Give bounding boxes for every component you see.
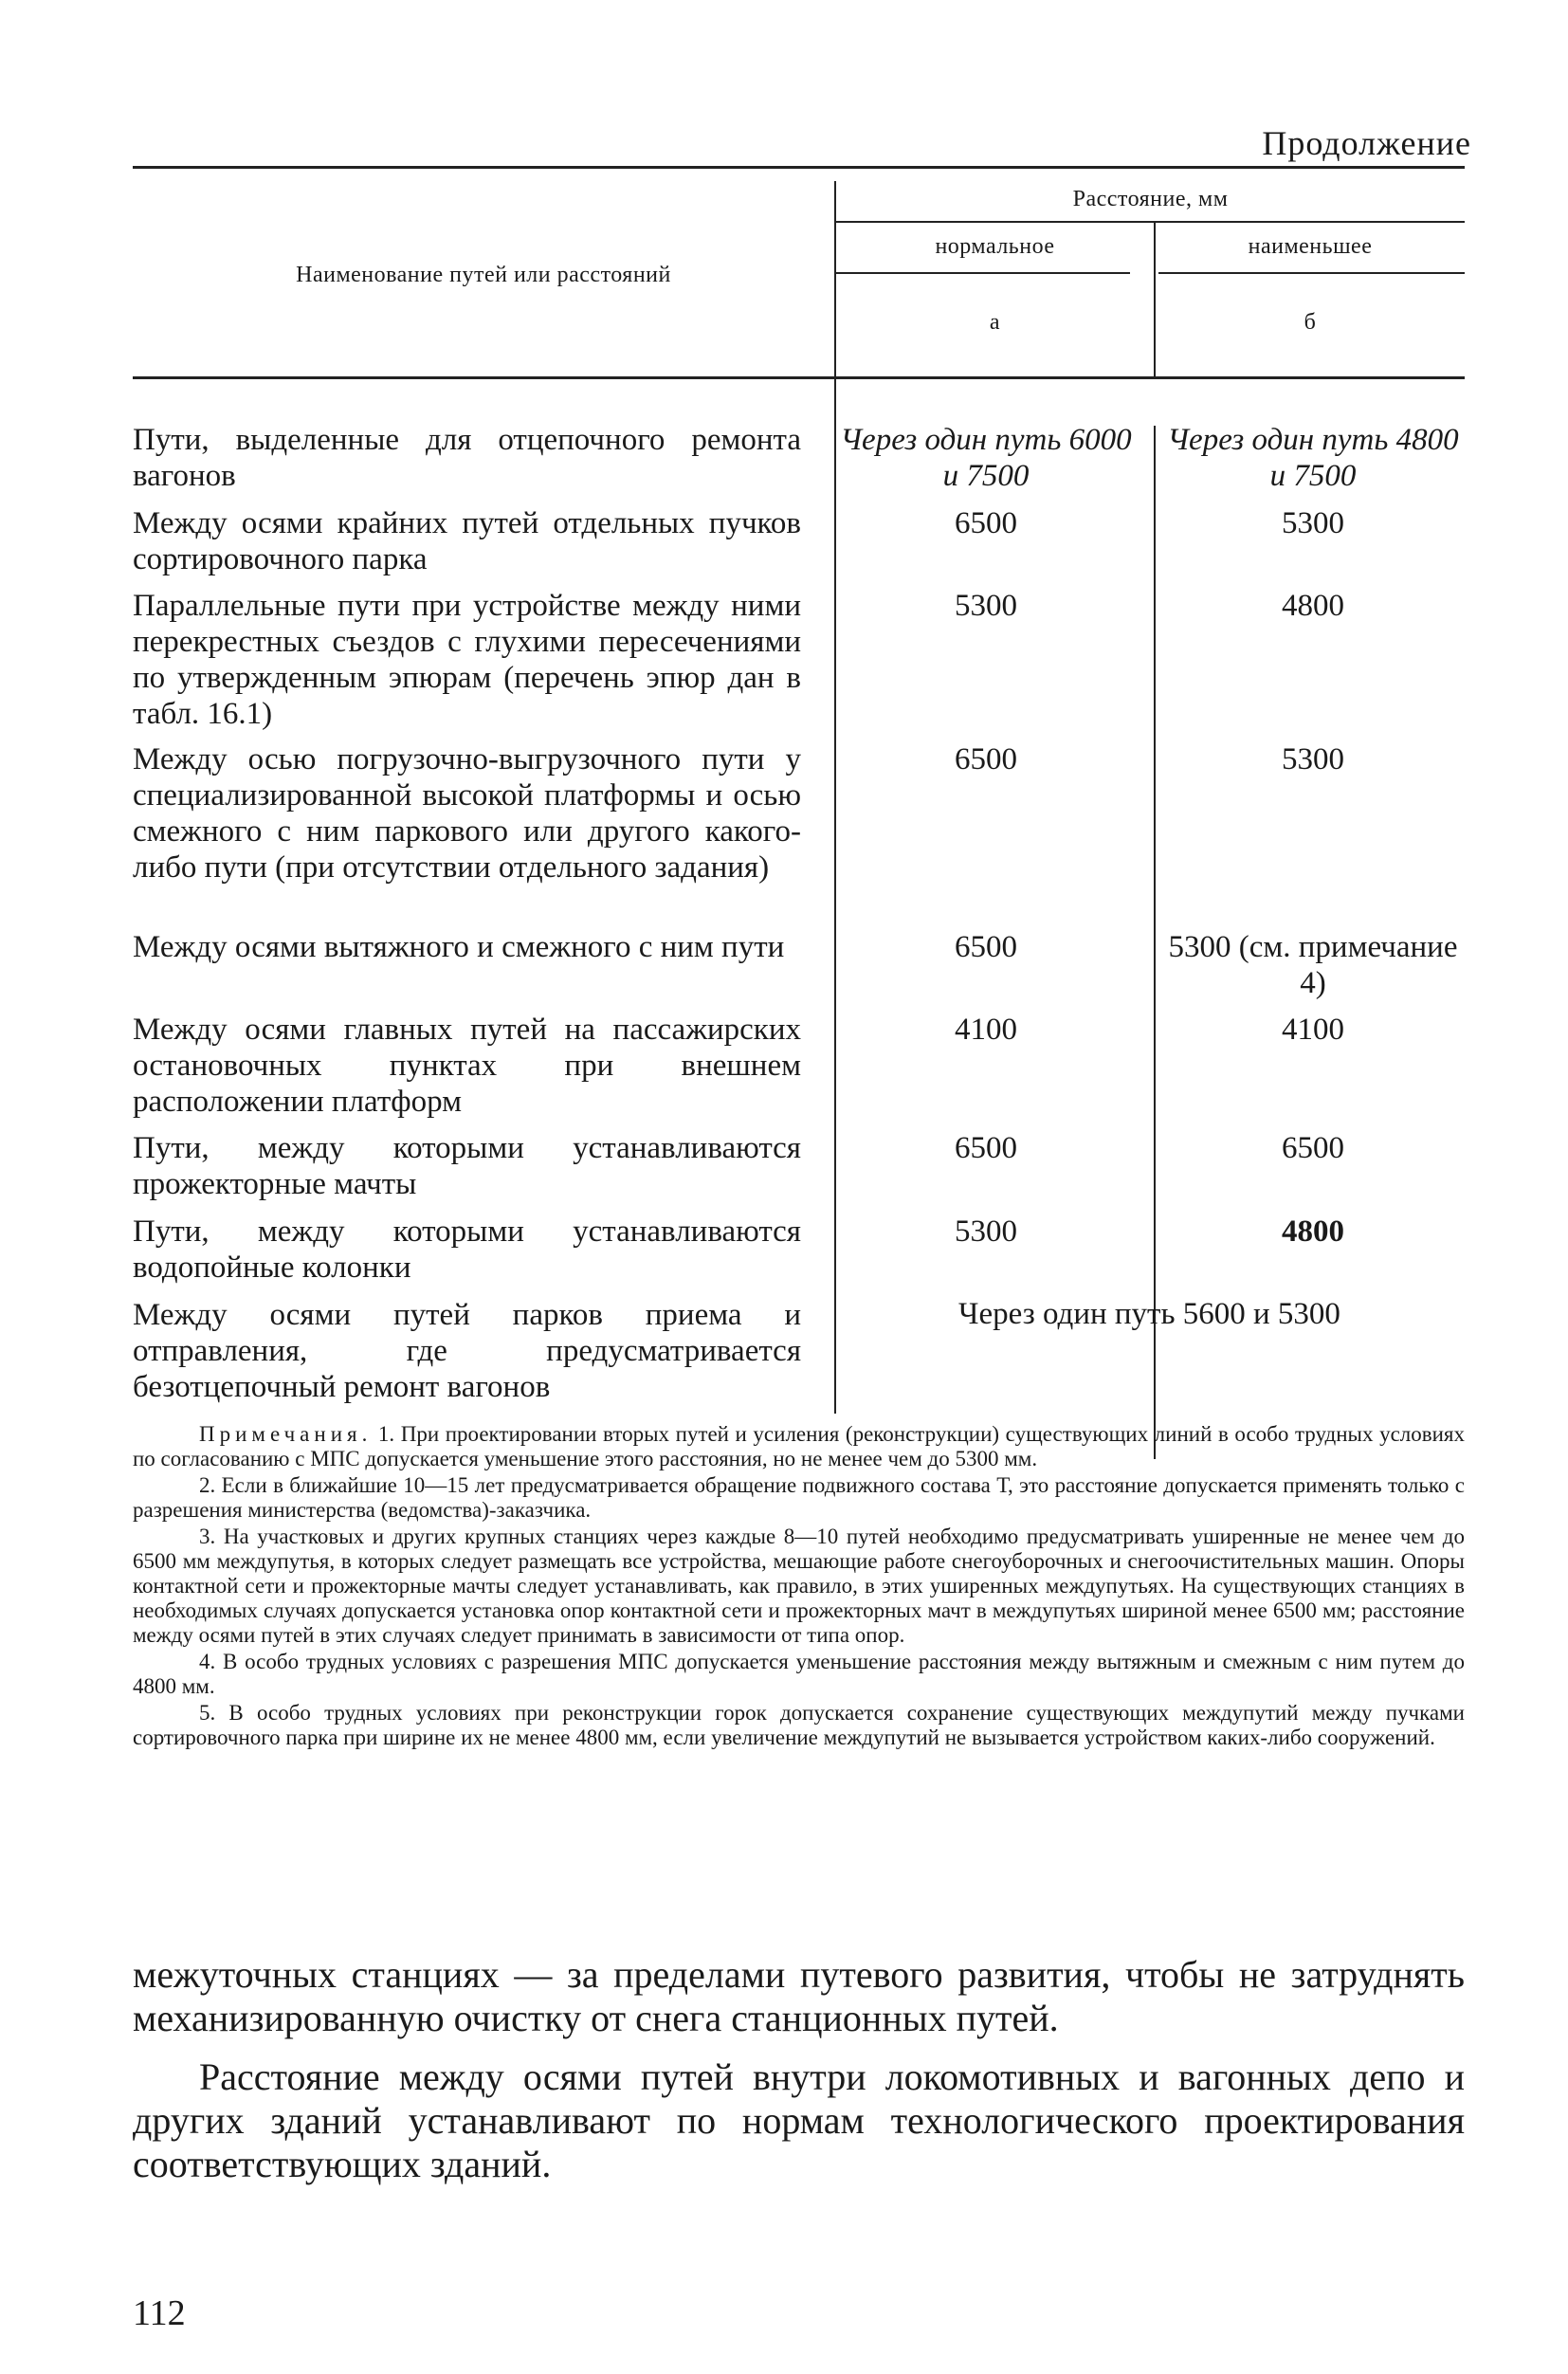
distance-header-rule [834, 221, 1465, 223]
table-header-bottom-rule [133, 376, 1465, 379]
row-value-b: 5300 [1282, 506, 1344, 540]
body-text [133, 1953, 1465, 2201]
row-value-b: 5300 (см. примечание 4) [1168, 930, 1458, 1000]
row-name: Между осями вытяжного и смежного с ним пути [133, 930, 785, 964]
row-value-b: Через один путь 4800 и 7500 [1167, 423, 1459, 493]
normal-header: нормальное [935, 234, 1055, 259]
row-value-b: 5300 [1282, 742, 1344, 776]
row-value-b: 4800 [1282, 1214, 1344, 1249]
row-value-a: 6500 [955, 506, 1017, 540]
normal-code: а [989, 310, 1001, 335]
row-name: Пути, выделенные для отцепочного ремонта вагонов [133, 423, 801, 493]
row-value-a: 6500 [955, 1131, 1017, 1165]
subheader-rule-b [1158, 272, 1465, 274]
row-value-a: Через один путь 6000 и 7500 [840, 423, 1132, 493]
table-top-rule [133, 166, 1465, 169]
row-value-a: 5300 [955, 1214, 1017, 1249]
body-paragraph: Расстояние между осями путей внутри локомотивных и вагонных депо и других зданий устанавливают по нормам технологического проектирования соответствующих зданий. [133, 2055, 1465, 2185]
col-name-header: Наименование путей или расстояний [296, 263, 671, 287]
row-name: Между осями путей парков приема и отправления, где предусматривается безотцепочный ремонт вагонов [133, 1298, 801, 1404]
notes-heading: Примечания. [199, 1422, 373, 1446]
row-value-a: 6500 [955, 930, 1017, 964]
row-name: Между осью погрузочно-выгрузочного пути у специализированной высокой платформы и осью смежного с ним паркового или другого какого-либо пути (при отсутствии отдельного задания) [133, 742, 801, 885]
body-paragraph: межуточных станциях — за пределами путевого развития, чтобы не затруднять механизированную очистку от снега станционных путей. [133, 1953, 1465, 2039]
note-item: 4. В особо трудных условиях с разрешения МПС допускается уменьшение расстояния между вытяжным и смежным с ним путем до 4800 мм. [133, 1650, 1465, 1698]
row-value-span: Через один путь 5600 и 5300 [958, 1297, 1340, 1331]
row-name: Между осями крайних путей отдельных пучков сортировочного парка [133, 506, 801, 576]
note-item: 3. На участковых и других крупных станциях через каждые 8—10 путей необходимо предусматривать уширенные не менее чем до 6500 мм междупутья, в которых следует размещать все устройства, мешающие работе снегоуборочных и снегоочистительных машин. Опоры контактной сети и прожекторные мачты следует устанавливать, как правило, в этих уширенных междупутьях. На существующих станциях в необходимых случаях допускается установка опор контактной сети и прожекторных мачт в междупутьях шириной менее 6500 мм; расстояние между осями путей в этих случаях следует принимать в зависимости от типа опор. [133, 1525, 1465, 1647]
row-name: Параллельные пути при устройстве между ними перекрестных съездов с глухими пересечениями по утвержденным эпюрам (перечень эпюр дан в табл. 16.1) [133, 589, 801, 731]
min-header: наименьшее [1248, 234, 1373, 259]
row-name: Пути, между которыми устанавливаются водопойные колонки [133, 1214, 801, 1285]
row-value-a: 4100 [955, 1013, 1017, 1047]
note-item: 2. Если в ближайшие 10—15 лет предусматривается обращение подвижного состава Т, это расстояние допускается применять только с разрешения министерства (ведомства)-заказчика. [133, 1473, 1465, 1522]
continuation-label: Продолжение [1262, 124, 1471, 162]
row-value-b: 4800 [1282, 589, 1344, 623]
page-number: 112 [133, 2293, 186, 2333]
note-item: Примечания. 1. При проектировании вторых путей и усиления (реконструкции) существующих линий в особо трудных условиях по согласованию с МПС допускается уменьшение этого расстояния, но не менее чем до 5300 мм. [133, 1422, 1465, 1470]
row-value-b: 6500 [1282, 1131, 1344, 1165]
notes-block [133, 1422, 1465, 1752]
row-name: Пути, между которыми устанавливаются прожекторные мачты [133, 1131, 801, 1201]
row-value-a: 6500 [955, 742, 1017, 776]
distance-header: Расстояние, мм [1072, 187, 1229, 211]
note-item: 5. В особо трудных условиях при реконструкции горок допускается сохранение существующих междупутий между пучками сортировочного парка при ширине их не менее 4800 мм, если увеличение междупутий не вызывается устройством каких-либо сооружений. [133, 1701, 1465, 1749]
row-value-a: 5300 [955, 589, 1017, 623]
row-name: Между осями главных путей на пассажирских остановочных пунктах при внешнем расположении платформ [133, 1013, 801, 1119]
min-code: б [1304, 310, 1317, 335]
row-value-b: 4100 [1282, 1013, 1344, 1047]
subheader-rule-a [836, 272, 1130, 274]
